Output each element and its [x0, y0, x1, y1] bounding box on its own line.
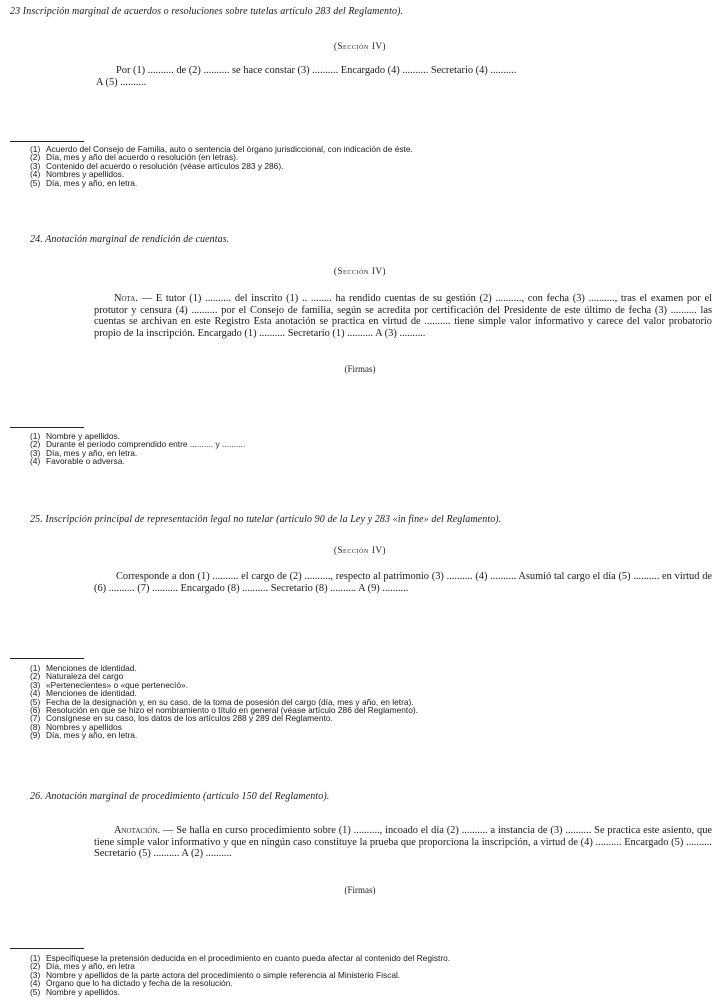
lead-26: Anotación. — — [114, 825, 174, 836]
footnote: (1) Especifíquese la pretensión deducida en el procedimiento en cuanto pueda afectar al contenido del Registro. — [30, 953, 451, 963]
footnote-rule-26 — [10, 948, 84, 949]
footnote: (3) «Pertenecientes» o «que pertenecíó». — [30, 679, 189, 690]
footnote: (2) Día, mes y año, en letra — [30, 961, 135, 972]
footnote: (6) Resolución en que se hizo el nombramiento o título en general (véase artículo 286 del Reglamento). — [30, 705, 418, 716]
body-23 — [96, 65, 696, 88]
body-26-text: Se halla en curso procedimiento sobre (1) .........., incoado el día (2) .......... a instancia de (3) .......... Se practica este asiento, que tiene simple valor informativo y que en ningún caso constituye la prueba que proporciona la inscripción, a virtud de (4) .......... Encargado (5) .......... Secretario (5) .......... A (2) .......... — [94, 825, 713, 859]
footnote-rule-25 — [10, 658, 84, 659]
footnote: (9) Día, mes y año, en letra. — [30, 730, 138, 741]
footnote-rule-24 — [10, 427, 84, 428]
footnote: (2) Día, mes y año del acuerdo o resolución (en letras). — [30, 152, 239, 163]
footnotes-25 — [30, 664, 418, 740]
body-24 — [94, 293, 712, 339]
section-label-23: (Sección IV) — [333, 41, 387, 51]
footnote: (2) Durante el período comprendido entre .......... y .......... — [30, 439, 246, 450]
footnote: (1) Menciones de identidad. — [30, 663, 137, 673]
footnote: (5) Día, mes y año, en letra. — [30, 177, 138, 188]
section-label-25: (Sección IV) — [333, 545, 387, 555]
section-label-24: (Sección IV) — [333, 266, 387, 276]
lead-24: Nota. — — [114, 293, 153, 304]
footnote: (3) Contenido del acuerdo o resolución (véase artículos 283 y 286). — [30, 160, 284, 171]
body-23-line-1: Por (1) .......... de (2) .......... se hace constar (3) .......... Encargado (4) .......... Secretario (4) .......... — [116, 65, 517, 76]
signatures-26: (Firmas) — [344, 885, 376, 895]
footnote: (3) Nombre y apellidos de la parte actora del procedimiento o simple referencia al Ministerio Fiscal. — [30, 969, 401, 980]
body-26 — [94, 825, 712, 860]
footnote: (5) Nombre y apellidos. — [30, 986, 121, 997]
footnote: (7) Consígnese en su caso, los datos de los artículos 288 y 289 del Reglamento. — [30, 713, 333, 724]
heading-24: 24. Anotación marginal de rendición de cuentas. — [30, 234, 230, 245]
footnote: (3) Día, mes y año, en letra. — [30, 447, 138, 458]
signatures-24: (Firmas) — [344, 364, 376, 374]
footnote: (2) Naturaleza del cargo — [30, 671, 124, 682]
footnote: (4) Favorable o adversa. — [30, 456, 125, 467]
footnote: (4) Nombres y apellidos. — [30, 169, 125, 180]
footnote: (4) Menciones de identidad. — [30, 688, 137, 699]
footnote-rule-23 — [10, 141, 84, 142]
body-23-line-2: A (5) .......... — [96, 76, 147, 88]
body-24-text: E tutor (1) .......... del inscrito (1) .. ........ ha rendido cuentas de su gestión (2) .........., con fecha (3) .........., tras el examen por el protutor y censura (4) .......... por el Consejo de familia, según se acredita por certificación del Presidente de este último de fecha (3) .......... las cuentas se archivan en este Registro Esta anotación se practica en virtud de .......... tiene simple valor informativo y carece del valor probatorio propio de la inscripción. Encargado (1) .......... Secretario (1) .......... A (3) .......... — [94, 293, 712, 339]
footnote: (5) Fecha de la designación y, en su caso, de la toma de posesión del cargo (día, mes y año, en letra). — [30, 696, 414, 707]
footnote: (1) Acuerdo del Consejo de Familia, auto o sentencia del órgano jurisdiccional, con indicación de éste. — [30, 144, 413, 154]
footnotes-24 — [30, 432, 245, 466]
footnotes-23 — [30, 145, 413, 187]
footnote: (8) Nombres y apellidos — [30, 721, 122, 732]
body-25: Corresponde a don (1) .......... el cargo de (2) .........., respecto al patrimonio (3) .......... (4) .......... Asumió tal cargo el día (5) .......... en virtud de (6) .......... (7) .......... Encargado (8) .......... Secretario (8) .......... A (9) .......... — [94, 571, 712, 594]
heading-26: 26. Anotación marginal de procedimiento (artículo 150 del Reglamento). — [30, 791, 330, 802]
footnote: (1) Nombre y apellidos. — [30, 431, 121, 441]
heading-23: 23 Inscripción marginal de acuerdos o resoluciones sobre tutelas artículo 283 del Reglamento). — [10, 6, 404, 17]
footnote: (4) Órgano que lo ha dictado y fecha de la resolución. — [30, 978, 233, 989]
heading-25: 25. Inscripción principal de representación legal no tutelar (artículo 90 de la Ley y 283 «in fine» del Reglamento). — [30, 514, 502, 525]
footnotes-26 — [30, 954, 450, 996]
